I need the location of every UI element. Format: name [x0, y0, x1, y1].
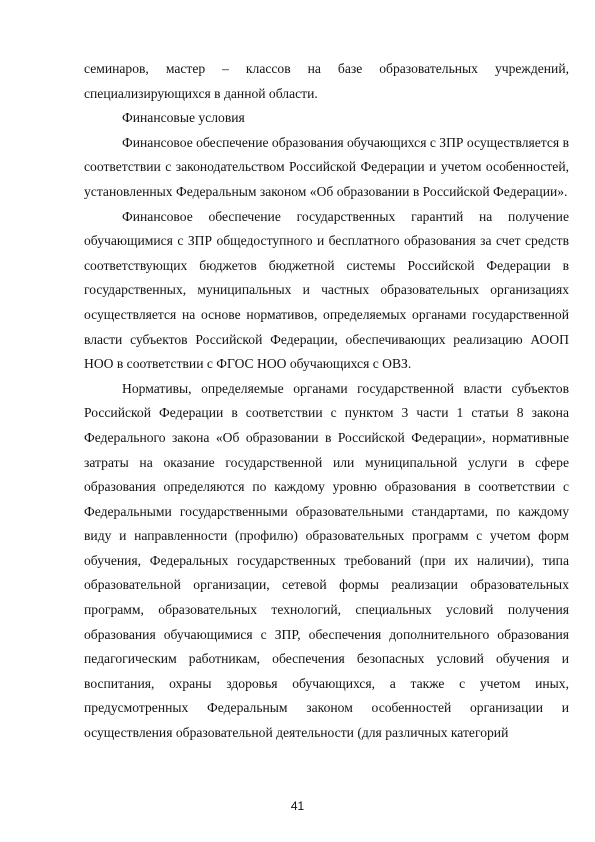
page-number: 41 [290, 799, 305, 813]
paragraph: Финансовое обеспечение образования обучающихся с ЗПР осуществляется в соответствии с законодательством Российской Федерации и учетом особенностей, установленных Федеральным законом «Об образовании в Российской Федерации». [84, 134, 570, 199]
paragraph: Финансовое обеспечение государственных гарантий на получение обучающимися с ЗПР общедоступного и бесплатного образования за счет средств соответствующих бюджетов бюджетной системы Российской Федерации в государственных, муниципальных и частных образовательных организациях осуществляется на основе нормативов, определяемых органами государственной власти субъектов Российской Федерации, обеспечивающих реализацию АООП НОО в соответствии с ФГОС НОО обучающихся с ОВЗ. [84, 208, 569, 372]
section-heading: Финансовые условия [122, 110, 245, 126]
body-text [84, 57, 569, 746]
paragraph: Нормативы, определяемые органами государственной власти субъектов Российской Федерации в соответствии с пунктом 3 части 1 статьи 8 закона Федерального закона «Об образовании в Российской Федерации», нормативные затраты на оказание государственной или муниципальной услуги в сфере образования определяются по каждому уровню образования в соответствии с Федеральными государственными образовательными стандартами, по каждому виду и направленности (профилю) образовательных программ с учетом форм обучения, Федеральных государственных требований (при их наличии), типа образовательной организации, сетевой формы реализации образовательных программ, образовательных технологий, специальных условий получения образования обучающимися с ЗПР, обеспечения дополнительного образования педагогическим работникам, обеспечения безопасных условий обучения и воспитания, охраны здоровья обучающихся, а также с учетом иных, предусмотренных Федеральным законом особенностей организации и осуществления образовательной деятельности (для различных категорий [84, 380, 569, 741]
paragraph-continuation: семинаров, мастер – классов на базе образовательных учреждений, специализирующихся в данной области. [84, 61, 569, 101]
